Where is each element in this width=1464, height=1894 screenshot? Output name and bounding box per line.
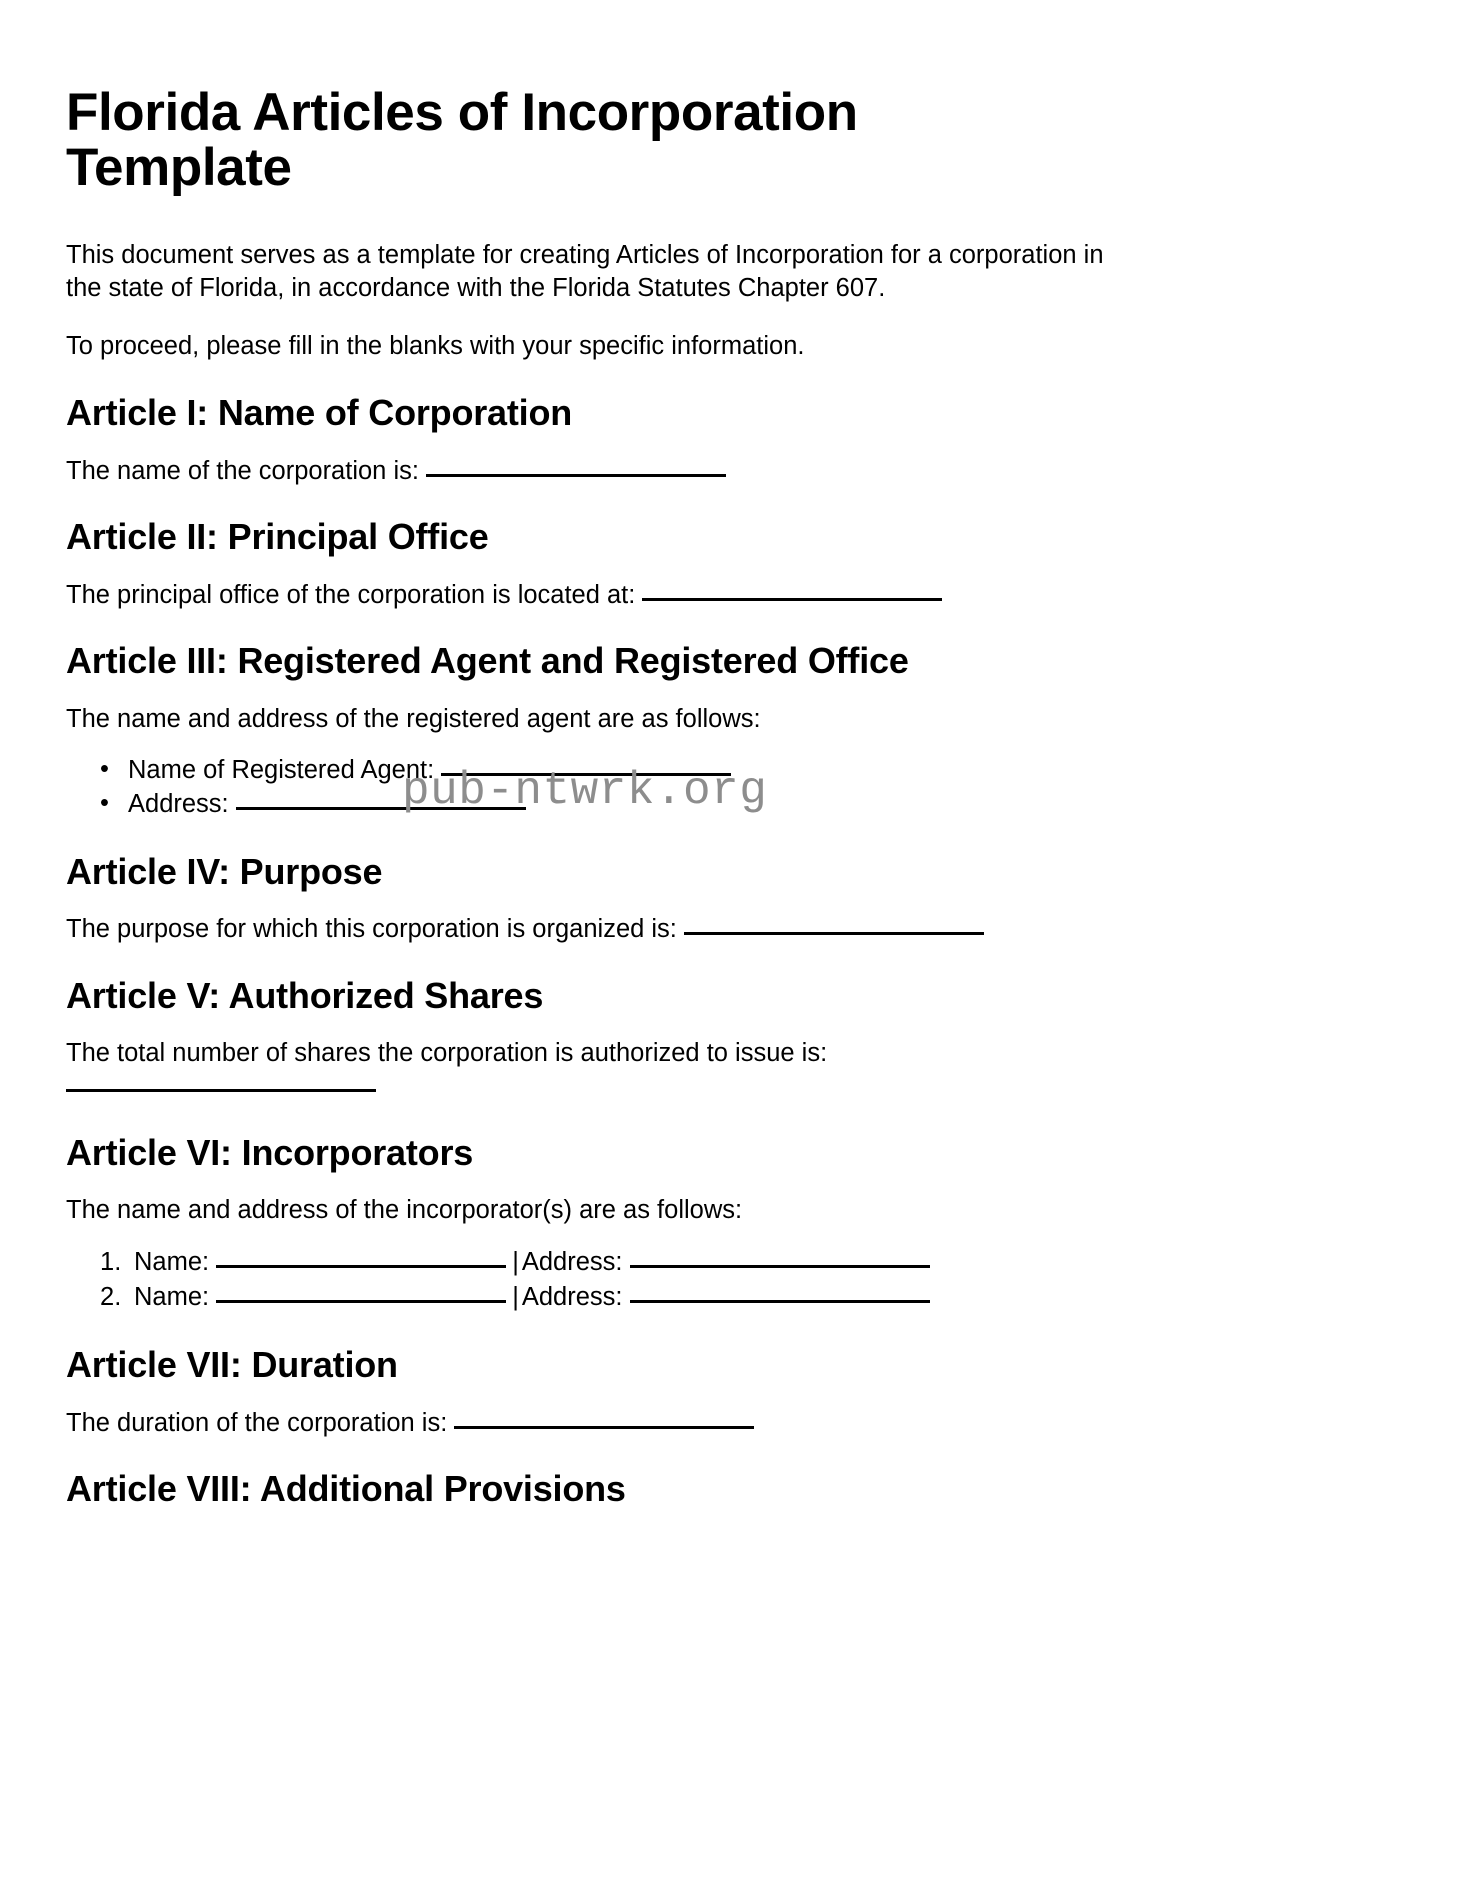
article-iii-lead-in: The name and address of the registered agent are as follows: bbox=[66, 705, 761, 734]
list-item bbox=[128, 788, 1126, 822]
spacer bbox=[66, 363, 1126, 393]
spacer bbox=[66, 946, 1126, 976]
article-v-line bbox=[66, 1037, 1126, 1102]
instruction-paragraph: To proceed, please fill in the blanks with your specific information. bbox=[66, 332, 805, 361]
incorporator-1-address-label: Address: bbox=[521, 1247, 623, 1276]
document-content bbox=[66, 78, 1126, 1509]
list-item bbox=[128, 754, 1126, 788]
incorporator-2-address-label: Address: bbox=[521, 1282, 623, 1311]
spacer bbox=[66, 1315, 1126, 1345]
incorporators-list bbox=[66, 1245, 1126, 1315]
incorporator-2-separator: | bbox=[512, 1282, 519, 1311]
article-ii-blank-field[interactable] bbox=[642, 598, 942, 601]
incorporator-1-separator: | bbox=[512, 1247, 519, 1276]
spacer bbox=[66, 611, 1126, 641]
registered-agent-list bbox=[66, 754, 1126, 822]
heading-article-viii: Article VIII: Additional Provisions bbox=[66, 1468, 626, 1510]
list-item bbox=[134, 1245, 1126, 1280]
heading-article-iv: Article IV: Purpose bbox=[66, 850, 383, 892]
spacer bbox=[66, 557, 1126, 579]
spacer bbox=[66, 487, 1126, 517]
spacer bbox=[66, 433, 1126, 455]
article-ii-label: The principal office of the corporation is located at: bbox=[66, 580, 636, 609]
article-i-line bbox=[66, 455, 1126, 488]
heading-article-ii: Article II: Principal Office bbox=[66, 516, 489, 558]
spacer bbox=[66, 1172, 1126, 1194]
article-vii-label: The duration of the corporation is: bbox=[66, 1408, 448, 1437]
incorporator-1-name-label: Name: bbox=[134, 1247, 210, 1276]
heading-article-vii: Article VII: Duration bbox=[66, 1344, 398, 1386]
spacer bbox=[66, 1015, 1126, 1037]
page-title: Florida Articles of Incorporation Template bbox=[66, 83, 858, 197]
registered-agent-address-blank-field[interactable] bbox=[236, 807, 526, 810]
incorporator-2-name-label: Name: bbox=[134, 1282, 210, 1311]
article-vii-blank-field[interactable] bbox=[454, 1426, 754, 1429]
heading-article-vi: Article VI: Incorporators bbox=[66, 1131, 474, 1173]
spacer bbox=[66, 1103, 1126, 1133]
spacer bbox=[66, 891, 1126, 913]
article-iv-blank-field[interactable] bbox=[684, 932, 984, 935]
article-v-label: The total number of shares the corporation is authorized to issue is: bbox=[66, 1039, 828, 1068]
article-v-blank-field[interactable] bbox=[66, 1089, 376, 1092]
spacer bbox=[66, 736, 1126, 754]
intro-paragraph: This document serves as a template for creating Articles of Incorporation for a corporation in the state of Florida, in accordance with the Florida Statutes Chapter 607. bbox=[66, 241, 1104, 302]
article-iv-line bbox=[66, 913, 1126, 946]
incorporator-1-name-blank-field[interactable] bbox=[216, 1265, 506, 1268]
spacer bbox=[66, 681, 1126, 703]
spacer bbox=[66, 1227, 1126, 1245]
heading-article-v: Article V: Authorized Shares bbox=[66, 974, 544, 1016]
article-vii-line bbox=[66, 1407, 1126, 1440]
incorporator-2-address-blank-field[interactable] bbox=[630, 1300, 930, 1303]
spacer bbox=[66, 304, 1126, 330]
incorporator-1-address-blank-field[interactable] bbox=[630, 1265, 930, 1268]
spacer bbox=[66, 195, 1126, 239]
registered-agent-address-label: Address: bbox=[128, 789, 229, 818]
spacer bbox=[66, 1385, 1126, 1407]
watermark-text: pub-ntwrk.org bbox=[402, 765, 768, 817]
article-ii-line bbox=[66, 579, 1126, 612]
incorporator-2-name-blank-field[interactable] bbox=[216, 1300, 506, 1303]
registered-agent-name-label: Name of Registered Agent: bbox=[128, 755, 435, 784]
spacer bbox=[66, 1439, 1126, 1469]
list-item bbox=[134, 1280, 1126, 1315]
article-vi-lead-in: The name and address of the incorporator(s) are as follows: bbox=[66, 1196, 743, 1225]
spacer bbox=[66, 822, 1126, 852]
heading-article-iii: Article III: Registered Agent and Registered Office bbox=[66, 640, 909, 682]
heading-article-i: Article I: Name of Corporation bbox=[66, 392, 573, 434]
article-iv-label: The purpose for which this corporation is organized is: bbox=[66, 915, 677, 944]
article-i-label: The name of the corporation is: bbox=[66, 456, 419, 485]
registered-agent-name-blank-field[interactable] bbox=[441, 773, 731, 776]
article-i-blank-field[interactable] bbox=[426, 474, 726, 477]
